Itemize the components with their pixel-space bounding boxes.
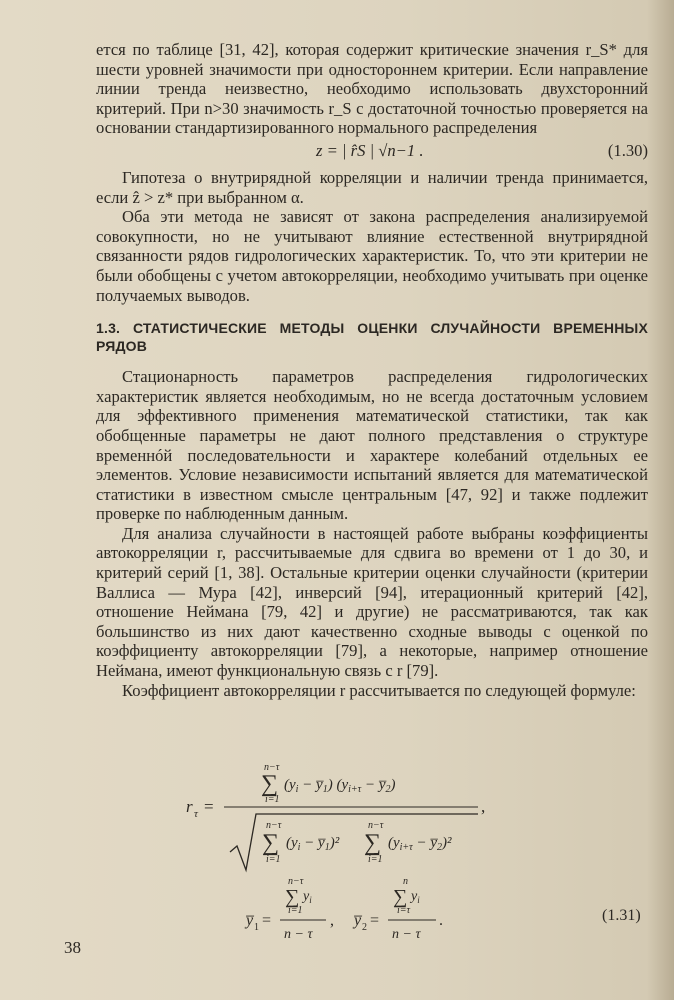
svg-text:,: , — [330, 912, 334, 929]
paragraph: Для анализа случайности в настоящей работе выбраны коэффициенты автокорреляции r, рассчитываемые для сдвига во времени от 1 до 30, и критерий серий [1, 38]. Остальные критерии оценки случайности (критерии Валлиса — Мура [42], инверсий [94], итерационный критерий [42], отношение Неймана [79, 42] и другие) не рассматриваются, так как большинство из них дают качественно сходные выводы с оценкой по коэффициенту автокорреляции [79], а некоторые, например отношение Неймана, имеют функциональную связь с r [79]. — [96, 523, 648, 681]
svg-text:n−τ: n−τ — [266, 820, 282, 831]
svg-text:,: , — [481, 797, 486, 816]
svg-text:.: . — [439, 912, 443, 929]
svg-text:(yi+τ − y̅2)²: ($y_{i+\tau}$ − $y̅_2)^2$ — [388, 835, 452, 853]
svg-text:i=1: i=1 — [368, 854, 383, 865]
body-text — [96, 40, 648, 700]
svg-text:(yi − y̅1) (yi+τ − y̅2): ($y_i$ − $y̅_1$) ($y_{i+\tau}$ − $y̅_2$) — [284, 777, 396, 795]
paragraph: Гипотеза о внутрирядной корреляции и наличии тренда принимается, если ẑ > z* при выбранном α. — [96, 167, 648, 207]
svg-text:yi: $y_i$ — [411, 889, 420, 905]
svg-text:n−τ: n−τ — [368, 820, 384, 831]
equation-1-30-body: z = | r̂S | √n−1 . — [316, 140, 424, 160]
svg-text:y̅: y̅ — [354, 912, 362, 929]
svg-text:=: = — [204, 797, 214, 816]
svg-text:i=1: i=1 — [266, 854, 281, 865]
svg-text:i=1: i=1 — [265, 794, 280, 805]
svg-text:n − τ: n − τ — [392, 927, 421, 942]
svg-text:r: r — [186, 797, 193, 816]
section-heading: 1.3. СТАТИСТИЧЕСКИЕ МЕТОДЫ ОЦЕНКИ СЛУЧАЙНОСТИ ВРЕМЕННЫХ РЯДОВ — [96, 320, 648, 355]
svg-text:∑: ∑ — [261, 771, 279, 797]
svg-text:i=1: i=1 — [288, 905, 303, 916]
svg-text:i=τ: i=τ — [397, 905, 411, 916]
equation-1-30 — [96, 140, 648, 164]
svg-text:=: = — [370, 912, 380, 929]
paragraph: Стационарность параметров распределения гидрологических характеристик является необходимым, но не всегда достаточным условием для эффективного применения математической статистики, так как обобщенные параметры не дают полного представления о структуре временнóй последовательности и характере колебаний отдельных ее элементов. Условие независимости испытаний является для математической статистики в известном смысле центральным [47, 92] и также подлежит проверке по наблюденным данным. — [96, 367, 648, 524]
equation-1-31 — [96, 760, 648, 960]
svg-text:n − τ: n − τ — [284, 927, 313, 942]
paragraph: ется по таблице [31, 42], которая содержит критические значения r_S* для шести уровней значимости при одностороннем критерии. Если направление линии тренда неизвестно, необходимо использовать двухсторонний критерий. При n>30 значимость r_S с достаточной точностью проверяется на основании стандартизированного нормального распределения — [96, 40, 648, 138]
equation-1-31-drawing — [96, 760, 648, 960]
svg-text:∑: ∑ — [262, 830, 280, 856]
svg-text:n: n — [403, 876, 408, 887]
equation-number: (1.31) — [602, 907, 641, 924]
svg-text:∑: ∑ — [364, 830, 382, 856]
svg-text:n−τ: n−τ — [288, 876, 304, 887]
paragraph: Коэффициент автокорреляции r рассчитывается по следующей формуле: — [122, 680, 636, 700]
paragraph: Оба эти метода не зависят от закона распределения анализируемой совокупности, но не учитывают влияние естественной внутрирядной связанности рядов гидрологических характеристик. То, что эти критерии не были обобщены с учетом автокорреляции, необходимо учитывать при оценке получаемых выводов. — [96, 207, 648, 305]
svg-text:∑: ∑ — [393, 886, 408, 908]
page-number: 38 — [64, 938, 81, 957]
svg-text:n−τ: n−τ — [264, 762, 280, 773]
svg-text:y̅: y̅ — [246, 912, 254, 929]
svg-text:(yi − y̅1)²: ($y_i$ − $y̅_1)^2$ — [286, 835, 340, 853]
svg-text:=: = — [262, 912, 272, 929]
svg-text:τ: τ — [194, 808, 198, 820]
equation-number: (1.30) — [607, 140, 648, 160]
svg-text:∑: ∑ — [285, 886, 300, 908]
svg-text:2: 2 — [362, 922, 367, 933]
svg-text:1: 1 — [254, 922, 259, 933]
svg-text:yi: $y_i$ — [303, 889, 312, 905]
